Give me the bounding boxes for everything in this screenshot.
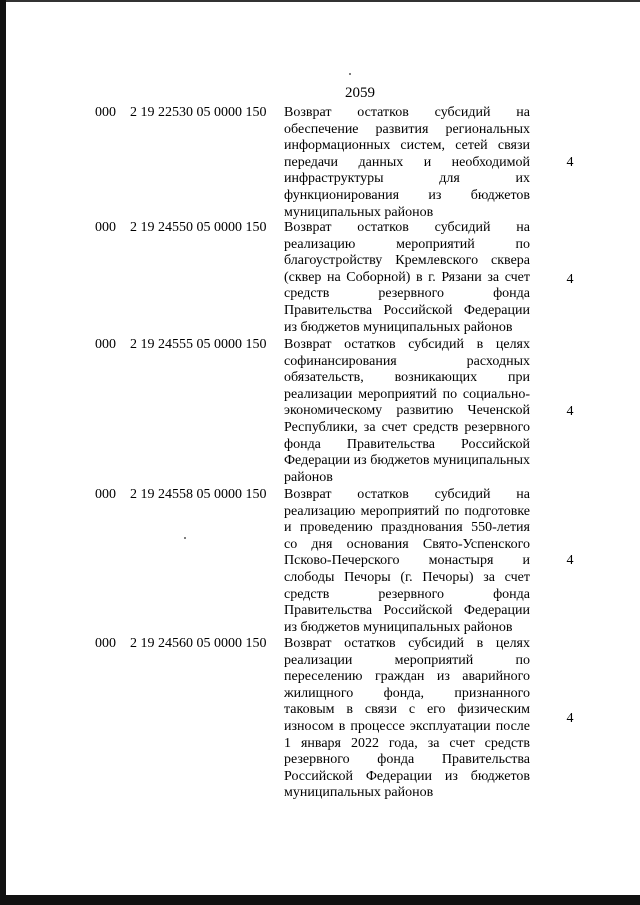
admin-code: 000 (95, 105, 116, 120)
budget-code: 2 19 24555 05 0000 150 (130, 337, 267, 352)
admin-code: 000 (95, 487, 116, 502)
scan-speck (184, 537, 186, 539)
row-description: Возврат остатков субсидий на реализацию мероприятий по благоустройству Кремлевского сквера (сквер на Соборной) в г. Рязани за счет средств резервного фонда Правительства Российской Федерации из бюджетов муниципальных районов (284, 220, 530, 335)
page-number: 2059 (345, 85, 375, 101)
row-description: Возврат остатков субсидий в целях реализации мероприятий по переселению граждан из аварийного жилищного фонда, признанного таковым в связи с его физическим износом в процессе эксплуатации после 1 января 2022 года, за счет средств резервного фонда Правительства Российской Федерации из бюджетов муниципальных районов (284, 636, 530, 801)
budget-code: 2 19 24560 05 0000 150 (130, 636, 267, 651)
row-amount: 4 (566, 553, 574, 568)
scan-edge-bottom (0, 895, 640, 905)
row-description: Возврат остатков субсидий на реализацию мероприятий по подготовке и проведению празднования 550-летия со дня основания Свято-Успенского Псково-Печерского монастыря и слободы Печоры (г. Печоры) за счет средств резервного фонда Правительства Российской Федерации из бюджетов муниципальных районов (284, 487, 530, 635)
row-description: Возврат остатков субсидий на обеспечение развития региональных информационных систем, сетей связи передачи данных и необходимой инфраструктуры для их функционирования из бюджетов муниципальных районов (284, 105, 530, 220)
admin-code: 000 (95, 220, 116, 235)
scan-edge-top (0, 0, 640, 2)
row-amount: 4 (566, 272, 574, 287)
scan-edge-left (0, 0, 6, 905)
admin-code: 000 (95, 636, 116, 651)
budget-code: 2 19 24550 05 0000 150 (130, 220, 267, 235)
admin-code: 000 (95, 337, 116, 352)
scan-speck (349, 73, 351, 75)
row-amount: 4 (566, 711, 574, 726)
row-amount: 4 (566, 155, 574, 170)
budget-code: 2 19 24558 05 0000 150 (130, 487, 267, 502)
budget-code: 2 19 22530 05 0000 150 (130, 105, 267, 120)
row-description: Возврат остатков субсидий в целях софинансирования расходных обязательств, возникающих при реализации мероприятий по социально-экономическому развитию Чеченской Республики, за счет средств резервного фонда Правительства Российской Федерации из бюджетов муниципальных районов (284, 337, 530, 485)
row-amount: 4 (566, 404, 574, 419)
